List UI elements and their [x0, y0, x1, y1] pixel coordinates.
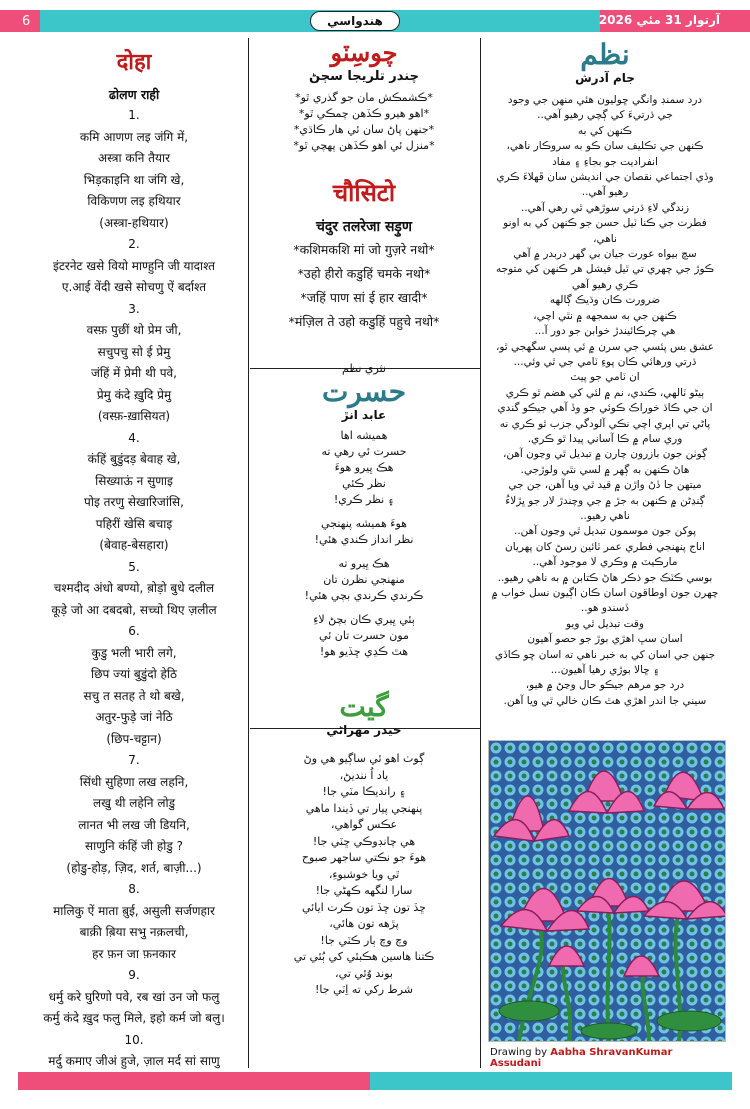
doha-line: 5. [128, 559, 140, 574]
doha-line: कूड़े जो आ दबदबो, सच्चो थिए ज़लील [51, 602, 217, 617]
doha-line: 9. [128, 968, 140, 982]
nazm-line: ڌرتي ورهائي ڪان پوءِ ٽامي جي ٿي وئي... [513, 355, 697, 368]
geet-author: حيدر مهراڻي [326, 723, 402, 737]
geet-line: هي چانڊوڪي ڇٽي جا! [312, 834, 416, 848]
nazm-line: درد جو مرهم جيڪو حال وڃڻ ۾ هيو، [525, 679, 685, 692]
geet-lines [250, 751, 478, 999]
geet-line: ڪتنا هاسين هڪبئي کي ٻُئي تي [293, 950, 435, 963]
doha-line: 8. [128, 882, 140, 896]
bottom-bar-pink [18, 1072, 370, 1090]
nazm-line: ڪنهن جي تڪليف سان ڪو به سروڪار ناهي، [506, 140, 704, 153]
doha-title: दोहा [116, 50, 152, 75]
nazm-line: رهيو آهي.. [581, 186, 629, 199]
doha-line: (अस्त्रा-हथियार) [99, 215, 169, 230]
column-divider-left [248, 38, 249, 1068]
doha-author: ढोलण राही [108, 87, 160, 102]
doha-line: (बेवाह-बेसहारा) [99, 538, 169, 552]
geet-line: ڇڏ تون ڇڏ تون ڪرت ايائي [302, 900, 426, 914]
hasrat-author: عابد انڙ [341, 408, 387, 422]
doha-line: 2. [128, 237, 140, 251]
hasrat-line: منهنجي نظرن تان [323, 573, 405, 586]
chausito-arabic-line: *منزل ئي اهو ڪڏهن پهچي ٿو* [293, 139, 435, 152]
page-number: 6 [22, 14, 31, 29]
hasrat-kicker: نثري نظم [342, 362, 386, 375]
hasrat-line [250, 548, 478, 556]
nazm-line: وري سام ۾ ڪا آساني پيدا ٿو ڪري. [527, 432, 683, 445]
hasrat-line: نظر ڪئي [342, 477, 386, 490]
column-divider-right [480, 38, 481, 1068]
nazm-line: ڏسندو هو.. [580, 602, 630, 615]
nazm-line: ان جي ڪاڌ خوراڪ ڪوئي جو وڏ آهي جيڪو گندي [497, 402, 713, 415]
drawing-credit-artist: Aabha ShravanKumar Assudani [490, 1047, 673, 1069]
doha-lines [22, 105, 246, 1094]
doha-line: धर्मु करे घुरिणो पवे, रब खां उन जो फलु [48, 989, 220, 1004]
doha-line: कंहिं बुडुंदड़ बेवाह खे, [87, 452, 181, 466]
doha-line: पोइ तरणु सेखारिजांसि, [84, 495, 184, 509]
geet-line: هوءَ جو نڪتي ساجهر صبوح [301, 851, 427, 864]
doha-line: 7. [128, 753, 140, 767]
doha-line: विकिणण लइ हथियार [87, 194, 181, 208]
geet-line: وچ وچ ٻار ڪٽي جا! [320, 933, 408, 947]
doha-line: सिख्याऊं न सुणाइ [95, 473, 173, 488]
doha-line: कुडु भली भारी लगे, [91, 645, 177, 660]
chausito-dev-line: *जहिं पाण सां ई हार खादी* [300, 290, 428, 305]
nazm-line: ميتهن جا ڏڻ واڙن ۾ قيد ٿي ويا آهن، جن جي [508, 479, 702, 492]
nazm-line: جنهن جي اسان کي به خبر ناهي ته اسان ڇو ڪاڏي [494, 648, 716, 661]
nazm-line: عشق بس پئسي جي سرن ۾ ئي پسي سگهجي ٿو، [495, 340, 715, 353]
geet-line: پڙهه تون هائي، [329, 917, 399, 930]
hasrat-line: ٻئي ڀيري ڪان بچڻ لاءِ [313, 613, 415, 626]
doha-line: मालिकु ऐं माता ब़ुई, असुली सर्जणहार [53, 903, 215, 918]
middle-column [250, 38, 478, 999]
nazm-line: ۽ ڇالا بوڙي رهيا آهيون... [550, 664, 660, 677]
nazm-line: مارڪيٽ ۾ وڪري لا موجود آهي.. [532, 556, 678, 569]
geet-line: ڳوٺ اهو ئي ساڳيو هي وڻ [303, 752, 425, 765]
doha-line: 10. [124, 1032, 144, 1047]
nazm-line: ضرورت ڪان وڌيڪ ڳالهه [549, 294, 661, 307]
nazm-line: جي ڌرتيءَ کي ڳچي رهيو آهي.. [537, 109, 673, 122]
nazm-line: ڪنهن جي به سمجهه ۾ نٿي اچي، [533, 309, 677, 322]
nazm-line: اناج پنهنجي فطري عمر ٽائين رسڻ کان پهريان [505, 540, 705, 553]
lotus-painting-svg [489, 741, 726, 1042]
nazm-line: هي چرڪائيندڙ خوابن جو دور آ... [534, 325, 676, 338]
bottom-color-bar [18, 1072, 732, 1090]
nazm-line: سيني جا اندر اهڙي هٿ ڪان خالي ٿي ويا آهن. [503, 694, 707, 707]
hasrat-title: حسرت [321, 375, 407, 408]
geet-line: ٿي ويا خوشبوءِ، [328, 867, 400, 881]
nazm-line: ناهي، [593, 232, 617, 245]
nazm-line: ٻيڻو ٽالهي، ڪندي، نم ۾ لئي کي هضم ٿو ڪري [505, 386, 705, 399]
hasrat-line: هڪ ڀيرو هوءَ [334, 461, 394, 474]
chausito-dev-title: चौसिटो [332, 179, 396, 207]
doha-line: अस्त्रा कनि तैयार [98, 151, 170, 165]
nazm-title: نظم [580, 38, 630, 71]
doha-line: छिप ज्यां बुडुंदो हेठि [91, 667, 177, 681]
doha-line: लखु थी लहेनि लोडु [92, 796, 176, 810]
doha-line: चश्मदीद अंधो बण्यो, ब़ोड़ो बुधे दलील [53, 581, 215, 595]
lotus-painting [488, 740, 726, 1042]
nazm-line: فطرت جي ڪنا ٽيل حسن جو ڪنهن کي به اونو [503, 217, 707, 230]
geet-line: شرط رکي ته اِٽي جا! [315, 983, 413, 996]
nazm-line: سچ بيواه عورت جيان بي گهر دربدر ۾ آهي [513, 248, 697, 261]
nazm-line: وقت تبديل ٿي ويو [566, 617, 644, 630]
doha-line: (होडु-होड़, ज़िद, शर्त, बाज़ी...) [66, 860, 202, 875]
hasrat-lines [250, 428, 478, 660]
nazm-line: ڪري رهيو آهي [571, 278, 639, 291]
masthead-logo: هندواسي [310, 11, 400, 31]
doha-line: बाक़ी ब़िया सभु नक़लची, [79, 925, 189, 939]
geet-line: ياد اُ ننديڻ، [339, 768, 389, 782]
doha-line: (छिप-चट्टान) [106, 731, 162, 746]
hasrat-line: هوءَ هميشه پنهنجي [321, 517, 407, 530]
doha-line: सचु त सतह ते थो बखे, [83, 688, 185, 703]
nazm-line: بوسي ڪٽڪ جو ذڪر هاڻ ڪتابن ۾ به ناهي رهيو.. [497, 571, 713, 584]
issue-date: آرتوار 31 مئي 2026 [598, 13, 720, 27]
nazm-line: وڏي اجتماعي نقصان جي انديشن سان ڦهلاءَ ڪري [496, 171, 714, 184]
doha-line: इंटरनेट खसे वियो माण्हुनि जी यादाश्त [52, 258, 216, 273]
nazm-line: هاڻ ڪنهن به ڳهر ۾ لسي نٿي ولوڙجي. [520, 463, 690, 476]
nazm-line: ڪوڙ جي چهري تي ٿيل فيشل هر ڪنهن کي متوجه [496, 263, 714, 276]
doha-line: वस्फ़ पुछीं थो प्रेम जी, [86, 323, 182, 337]
chausito-arabic-line: *اهو هيرو ڪڏهن چمڪي ٿو* [298, 107, 430, 120]
nazm-line: ڪنهن کي به [577, 124, 633, 137]
geet-line: پنهنجي پيار تي ڏيندا ماهي [305, 801, 423, 815]
nazm-line: ان ٽامي جو پيٽ [570, 371, 640, 384]
doha-line: 4. [128, 430, 140, 445]
doha-line: कर्मु कंदे ख़ुद फलु मिले, इहो कर्म जो बलु। [43, 1011, 225, 1025]
geet-line: ۽ رانديڪا مٽي جا! [322, 785, 406, 798]
nazm-line: اسان سڀ اهڙي بوڙ جو حصو آهيون [527, 633, 683, 646]
nazm-line: ناهي رهيو.. [580, 509, 630, 522]
doha-line: जंहिं में प्रेमी थी पवे, [90, 366, 177, 380]
chausito-arabic-title: چوسِٽو [330, 38, 398, 67]
top-color-bar [0, 10, 750, 36]
drawing-credit-label: Drawing by [490, 1047, 548, 1058]
geet-line: سارا لنگهه ڪهڻي جا! [315, 884, 413, 897]
nazm-line: چهرن جون اوطاقون اسان ڪان اڳيون نسل خواب ۾ [491, 587, 719, 599]
hasrat-line: نظر انداز ڪندي هئي! [314, 533, 414, 546]
doha-line: हर फ़न जा फ़नकार [92, 946, 176, 961]
hasrat-line: هٿ ڪڍي ڇڏيو هو! [319, 645, 409, 658]
chausito-dev-line: *उहो हीरो कडुहिं चमके नथो* [297, 266, 431, 281]
chausito-dev-lines [250, 238, 478, 334]
nazm-line: زندگي لاءِ ڌرتي سوڙهي ٿي رهي آهي.. [520, 201, 690, 214]
doha-line: भिड़काइनि था जंगि खे, [83, 172, 185, 187]
doha-section [22, 38, 246, 1068]
chausito-arabic-author: چندر تلريجا سڄڻ [309, 69, 419, 84]
doha-line: 1. [128, 108, 140, 122]
bottom-bar-teal [370, 1072, 732, 1090]
doha-line: (वस्फ़-ख़ासियत) [97, 409, 171, 423]
hasrat-line: ڪرندي ڪرندي بچي هئي! [304, 589, 424, 602]
drawing-credit [490, 1047, 726, 1069]
chausito-arabic-line: *جنهن پاڻ سان ئي هار ڪاڌي* [293, 123, 435, 136]
doha-line: मर्दु कमाए जीअं हुजे, ज़ाल मर्द सां साणु [48, 1054, 220, 1068]
doha-line: पहिरीं खेसि बचाइ [95, 516, 173, 531]
doha-line: 3. [128, 301, 140, 316]
chausito-dev-author: चंदुर तलरेजा सड़ुण [315, 219, 413, 235]
nazm-line: ڳنڍڻن ۾ ڪنهن به جڙ ۾ جي وچندڙ لار جو ڀڙلاءُ [505, 494, 705, 507]
hasrat-line: حسرت ئي رهي ته [321, 445, 407, 458]
geet-line: بوند وُئي تي، [335, 966, 393, 980]
nazm-lines [482, 93, 728, 709]
nazm-author: جام آدرش [575, 71, 635, 85]
nazm-line: انفراديت جو بجاءِ ۽ مفاد [552, 155, 658, 168]
hasrat-line: هڪ ڀيرو ته [338, 557, 390, 570]
doha-line: सचुपचु सो ई प्रेमु [97, 344, 171, 359]
hasrat-line: هميشه اها [340, 429, 388, 442]
doha-line: लानत भी लख जी डियनि, [78, 817, 190, 832]
nazm-line: درد سمنڊ وانگي ڇوليون هئي منهن جي وجود [507, 94, 703, 106]
doha-line: ए.आई वेंदी खसे सोचणु ऐं बर्दाश्त [61, 280, 207, 294]
geet-title: گيت [339, 690, 389, 723]
hasrat-line: ۽ نظر ڪري! [333, 493, 395, 506]
nazm-section [482, 38, 728, 709]
nazm-line: پاڻي تي اپري اچي نڪي آلودگي جزب ٿو ڪري نه [499, 417, 711, 430]
hasrat-line [250, 508, 478, 516]
doha-line: प्रेमु कंदे ख़ुदि प्रेमु [96, 387, 172, 402]
hasrat-line: مون حسرت تان ئي [319, 629, 409, 642]
nazm-line: ڳوٺن جون بازرون چارن ۾ تبديل ٿي وڃون آهن، [502, 448, 708, 461]
chausito-arabic-line: *ڪشمڪش مان جو گذري ٿو* [295, 91, 433, 104]
chausito-arabic-lines [250, 90, 478, 154]
nazm-line: پوکن جون موسمون تبديل ٿي وڃون آهن.. [513, 525, 696, 538]
doha-line: साणुनि कंहिं जी होडु ? [85, 839, 183, 853]
doha-line: कमि आणण लइ जंगि में, [79, 129, 189, 144]
doha-line: 6. [128, 624, 140, 638]
chausito-dev-line: *कशिमकशि मां जो गुज़रे नथो* [293, 242, 435, 257]
doha-line: सिंधी सुहिणा लख लहनि, [79, 774, 189, 789]
chausito-dev-line: *मंज़िल ते उहो कडुहिं पहुचे नथो* [288, 314, 440, 329]
geet-line: عڪس گواهي، [330, 818, 398, 831]
doha-line: अतुर-फुड़े जां नेठि [95, 710, 173, 724]
hasrat-line [250, 604, 478, 612]
